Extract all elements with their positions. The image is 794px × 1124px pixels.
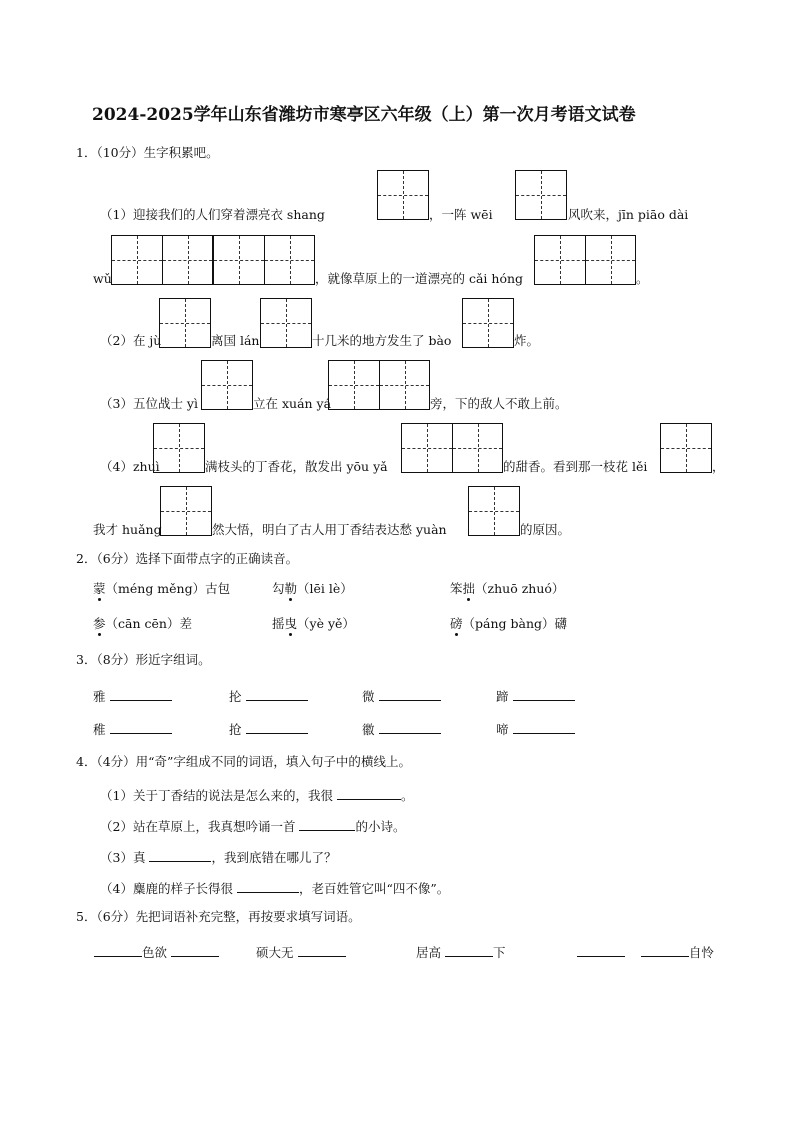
pinyin-choice: 磅（páng bàng）礴 [450,616,568,631]
answer-blank[interactable] [513,688,575,701]
answer-blank[interactable] [110,688,172,701]
q1-line3-text-b: 离国 lán [211,333,260,348]
dotted-char: 参 [93,616,106,631]
q1-line2-text-a: wǔ [93,271,112,286]
q4-sentence: （1）关于丁香结的说法是怎么来的，我很 。 [100,788,414,803]
q1-line2-text-c: 。 [636,271,649,286]
answer-blank[interactable] [299,818,355,831]
q1-line5-text-b: 满枝头的丁香花，散发出 yōu yǎ [205,459,388,474]
q3-header: 3．（8分）形近字组词。 [76,652,211,667]
pinyin-choice: 参（cān cēn）差 [93,616,192,631]
answer-blank[interactable] [513,721,575,734]
idiom-item: 色欲 [94,944,219,960]
q4-header: 4．（4分）用“奇”字组成不同的词语，填入句子中的横线上。 [76,754,411,769]
q4-sentence: （2）站在草原上，我真想吟诵一首 的小诗。 [100,819,406,834]
q5-header: 5．（6分）先把词语补充完整，再按要求填写词语。 [76,909,361,924]
q1-line5-text-c: 的甜香。看到那一枝花 lěi [503,459,648,474]
char-grid[interactable] [213,235,315,285]
char-grid[interactable] [159,298,211,348]
page-title: 2024-2025学年山东省潍坊市寒亭区六年级（上）第一次月考语文试卷 [92,105,636,125]
answer-blank[interactable] [298,944,346,957]
q1-line3-text-c: 十几米的地方发生了 bào [312,333,452,348]
char-grid[interactable] [377,170,429,220]
pinyin-choice: 蒙（méng měng）古包 [93,581,231,596]
pinyin-choice: 勾勒（lēi lè） [272,581,353,596]
pinyin-choice: 笨拙（zhuō zhuó） [450,581,565,596]
char-grid[interactable] [260,298,312,348]
answer-blank[interactable] [337,787,401,800]
answer-blank[interactable] [237,880,299,893]
word-group-item: 抡 [229,688,308,704]
answer-blank[interactable] [379,721,441,734]
dotted-char: 拙 [462,581,476,596]
char-grid[interactable] [201,360,253,410]
pinyin-choice: 摇曳（yè yě） [272,616,355,631]
dotted-char: 曳 [284,616,298,631]
idiom-item: 自怜 [577,944,714,960]
answer-blank[interactable] [171,944,219,957]
answer-blank[interactable] [110,721,172,734]
q1-line6-text-a: 我才 huǎng [93,522,162,537]
char-grid[interactable] [401,423,503,473]
q1-line1-text-c: 风吹来，jīn piāo dài [568,207,689,222]
char-grid[interactable] [468,486,520,536]
q1-line5-text-d: ， [712,459,725,474]
char-grid[interactable] [534,235,636,285]
q1-line3-text-a: （2）在 jù [100,333,162,348]
word-group-item: 微 [362,688,441,704]
answer-blank[interactable] [379,688,441,701]
dotted-char: 磅 [450,616,463,631]
word-group-item: 雅 [93,688,172,704]
q1-line5-text-a: （4）zhuì [100,459,160,474]
char-grid[interactable] [328,360,430,410]
answer-blank[interactable] [149,849,211,862]
idiom-item: 居高 下 [416,945,506,960]
char-grid[interactable] [515,170,567,220]
word-group-item: 稚 [93,721,172,737]
char-grid[interactable] [153,423,205,473]
q2-header: 2．（6分）选择下面带点字的正确读音。 [76,551,299,566]
answer-blank[interactable] [94,944,142,957]
answer-blank[interactable] [445,944,493,957]
char-grid[interactable] [111,235,213,285]
answer-blank[interactable] [246,721,308,734]
q1-header: 1．（10分）生字积累吧。 [76,145,219,160]
char-grid[interactable] [660,423,712,473]
q1-line1-text-b: ，一阵 wēi [429,207,493,222]
answer-blank[interactable] [641,944,689,957]
idiom-item: 硕大无 [256,944,346,960]
q1-line2-text-b: ，就像草原上的一道漂亮的 cǎi hóng [315,271,524,286]
word-group-item: 蹄 [496,688,575,704]
char-grid[interactable] [160,486,212,536]
word-group-item: 啼 [496,721,575,737]
q4-sentence: （3）真 ，我到底错在哪儿了？ [100,850,337,865]
char-grid[interactable] [462,298,514,348]
q4-sentence: （4）麋鹿的样子长得很 ，老百姓管它叫“四不像”。 [100,881,450,896]
q1-line3-text-d: 炸。 [514,333,540,348]
dotted-char: 蒙 [93,581,106,596]
q1-line4-text-c: 旁，下的敌人不敢上前。 [430,396,568,411]
word-group-item: 徽 [362,721,441,737]
answer-blank[interactable] [577,944,625,957]
word-group-item: 抢 [229,721,308,737]
dotted-char: 勒 [284,581,298,596]
q1-line6-text-b: 然大悟，明白了古人用丁香结表达愁 yuàn [212,522,447,537]
q1-line4-text-a: （3）五位战士 yì [100,396,198,411]
q1-line4-text-b: 立在 xuán yá [253,396,332,411]
q1-line6-text-c: 的原因。 [520,522,571,537]
q1-line1-text-a: （1）迎接我们的人们穿着漂亮衣 shang [100,207,325,222]
answer-blank[interactable] [246,688,308,701]
